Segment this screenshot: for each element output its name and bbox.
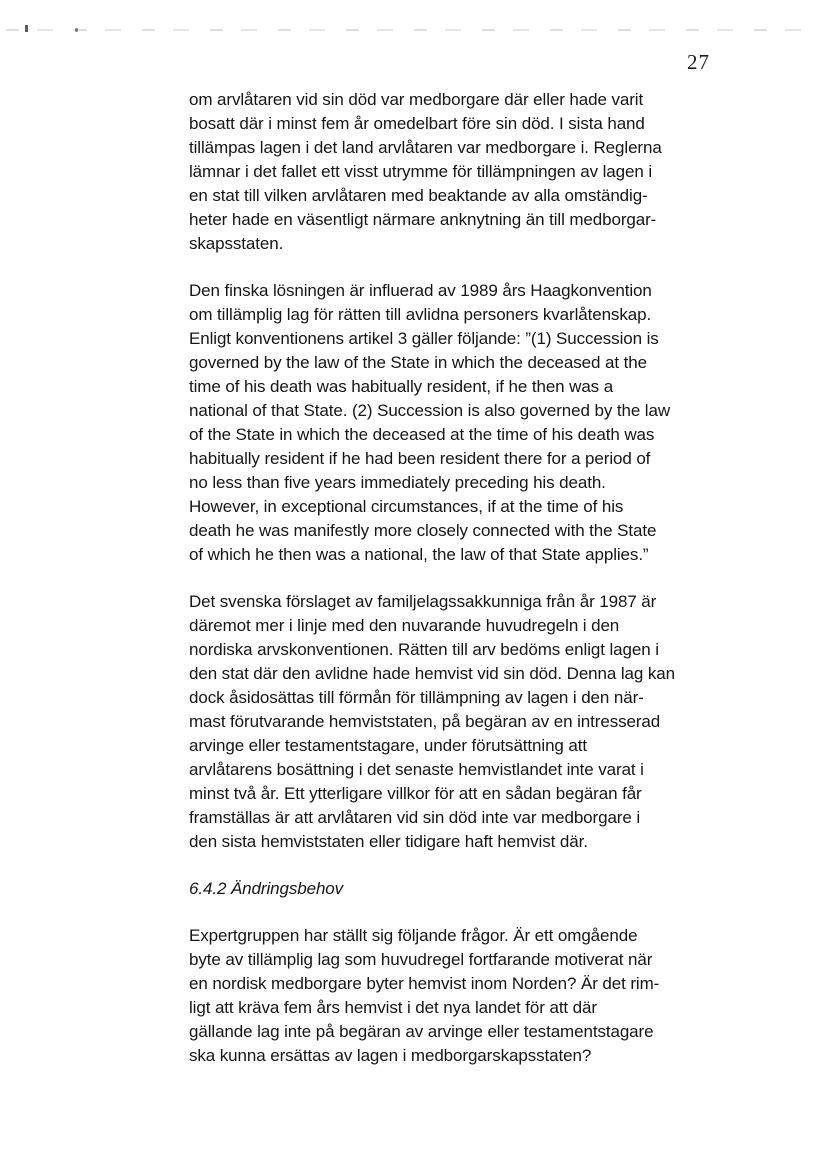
paragraph-3 bbox=[189, 590, 749, 854]
text-line: Den finska lösningen är influerad av 1989 års Haagkonvention bbox=[189, 281, 652, 300]
text-line: time of his death was habitually resident, if he then was a bbox=[189, 377, 614, 396]
document-body bbox=[189, 88, 749, 1091]
text-line: arvinge eller testamentstagare, under förutsättning att bbox=[189, 736, 588, 755]
text-line: framställas är att arvlåtaren vid sin död inte var medborgare i bbox=[189, 808, 641, 827]
text-line: däremot mer i linje med den nuvarande huvudregeln i den bbox=[189, 616, 620, 635]
text-line: Det svenska förslaget av familjelagssakkunniga från år 1987 är bbox=[189, 592, 657, 611]
text-line: arvlåtarens bosättning i det senaste hemvistlandet inte varat i bbox=[189, 760, 644, 779]
text-line: skapsstaten. bbox=[189, 234, 284, 253]
text-line: Enligt konventionens artikel 3 gäller följande: ”(1) Succession is bbox=[189, 329, 659, 348]
text-line: of the State in which the deceased at the time of his death was bbox=[189, 425, 655, 444]
text-line: tillämpas lagen i det land arvlåtaren var medborgare i. Reglerna bbox=[189, 138, 662, 157]
text-line: However, in exceptional circumstances, if at the time of his bbox=[189, 497, 624, 516]
text-line: den stat där den avlidne hade hemvist vid sin död. Denna lag kan bbox=[189, 664, 675, 683]
scan-artifact-dashed-line bbox=[6, 29, 822, 31]
text-line: 6.4.2 Ändringsbehov bbox=[189, 879, 344, 898]
text-line: ligt att kräva fem års hemvist i det nya landet för att där bbox=[189, 998, 597, 1017]
text-line: death he was manifestly more closely connected with the State bbox=[189, 521, 657, 540]
page-number: 27 bbox=[687, 50, 710, 74]
text-line: om arvlåtaren vid sin död var medborgare där eller hade varit bbox=[189, 90, 644, 109]
paragraph-2 bbox=[189, 279, 749, 567]
paragraph-4 bbox=[189, 924, 749, 1068]
text-line: gällande lag inte på begäran av arvinge eller testamentstagare bbox=[189, 1022, 654, 1041]
text-line: mast förutvarande hemviststaten, på begäran av en intresserad bbox=[189, 712, 661, 731]
text-line: governed by the law of the State in which the deceased at the bbox=[189, 353, 647, 372]
text-line: national of that State. (2) Succession is also governed by the law bbox=[189, 401, 671, 420]
text-line: om tillämplig lag för rätten till avlidna personers kvarlåtenskap. bbox=[189, 305, 652, 324]
scan-artifact-speck bbox=[25, 25, 28, 32]
text-line: of which he then was a national, the law of that State applies.” bbox=[189, 545, 649, 564]
paragraph-1 bbox=[189, 88, 749, 256]
text-line: byte av tillämplig lag som huvudregel fortfarande motiverat när bbox=[189, 950, 653, 969]
text-line: no less than five years immediately preceding his death. bbox=[189, 473, 606, 492]
text-line: dock åsidosättas till förmån för tillämpning av lagen i den när- bbox=[189, 688, 644, 707]
text-line: den sista hemviststaten eller tidigare haft hemvist där. bbox=[189, 832, 588, 851]
text-line: minst två år. Ett ytterligare villkor för att en sådan begäran får bbox=[189, 784, 642, 803]
text-line: Expertgruppen har ställt sig följande frågor. Är ett omgående bbox=[189, 926, 638, 945]
text-line: bosatt där i minst fem år omedelbart före sin död. I sista hand bbox=[189, 114, 645, 133]
text-line: en nordisk medborgare byter hemvist inom Norden? Är det rim- bbox=[189, 974, 660, 993]
scan-artifact-speck bbox=[75, 28, 78, 32]
text-line: lämnar i det fallet ett visst utrymme för tillämpningen av lagen i bbox=[189, 162, 652, 181]
text-line: habitually resident if he had been resident there for a period of bbox=[189, 449, 651, 468]
text-line: nordiska arvskonventionen. Rätten till arv bedöms enligt lagen i bbox=[189, 640, 659, 659]
section-heading-6-4-2 bbox=[189, 877, 749, 901]
text-line: ska kunna ersättas av lagen i medborgarskapsstaten? bbox=[189, 1046, 592, 1065]
text-line: en stat till vilken arvlåtaren med beaktande av alla omständig- bbox=[189, 186, 648, 205]
text-line: heter hade en väsentligt närmare anknytning än till medborgar- bbox=[189, 210, 657, 229]
